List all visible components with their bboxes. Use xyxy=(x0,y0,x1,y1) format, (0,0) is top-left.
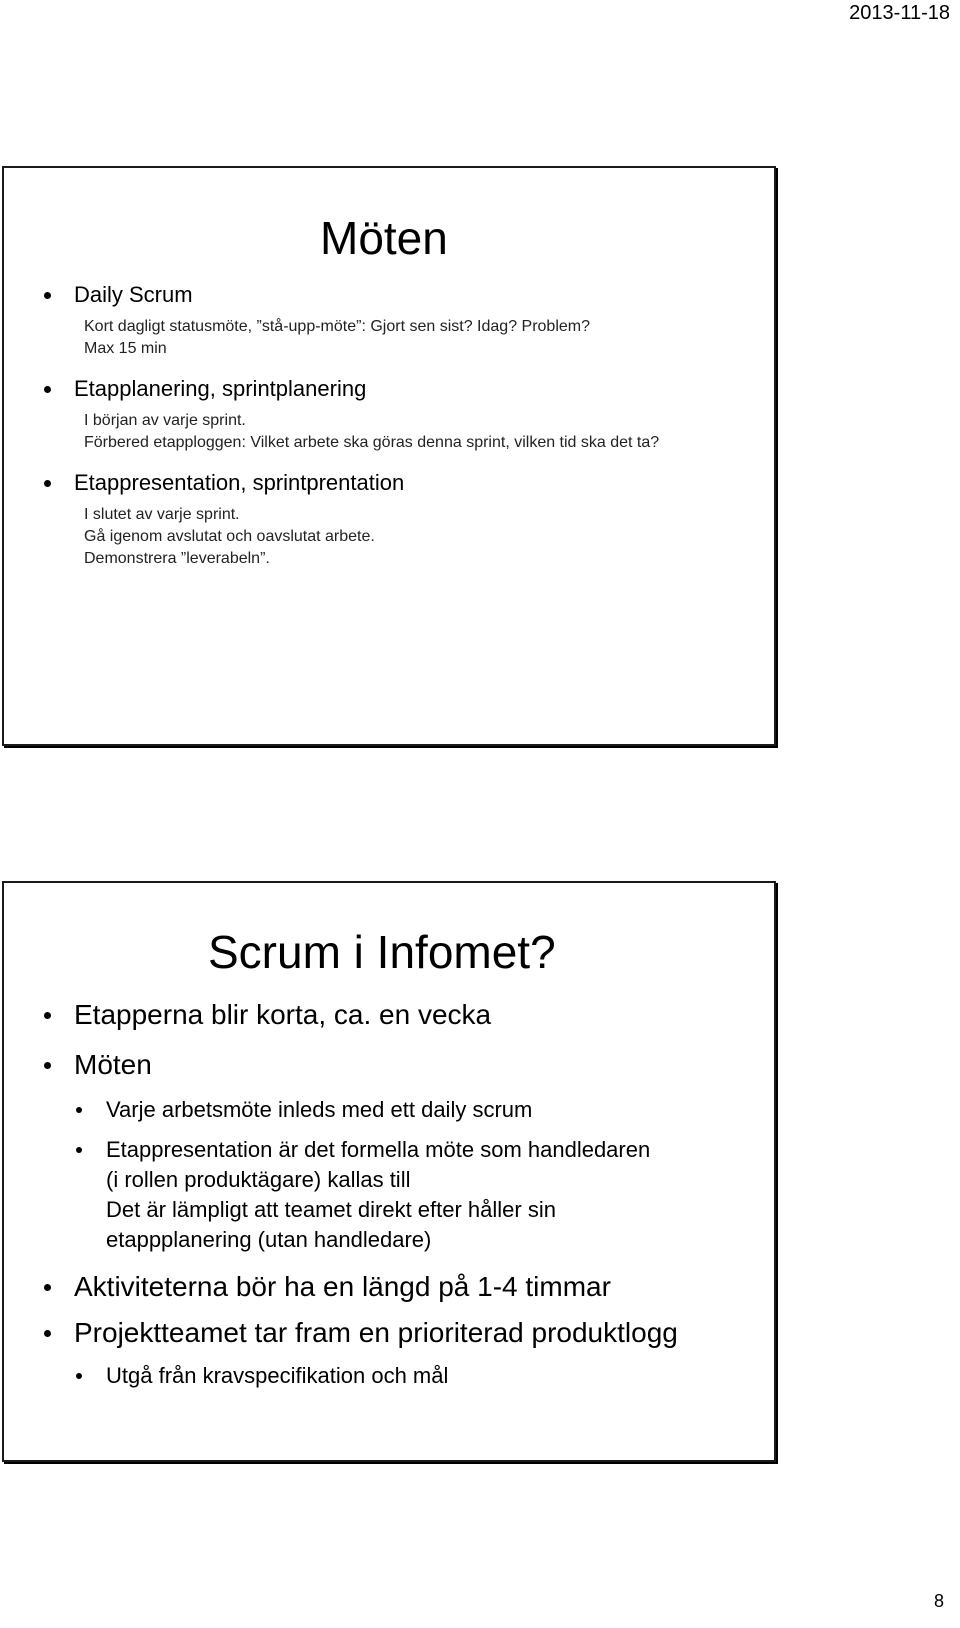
page-number: 8 xyxy=(933,1591,944,1611)
slide-title: Möten xyxy=(320,212,448,264)
list-item xyxy=(4,468,774,570)
bullet-dot-icon xyxy=(44,1062,51,1069)
detail-line: Gå igenom avslutat och oavslutat arbete. xyxy=(84,528,375,545)
slide-moten xyxy=(2,166,776,746)
detail-line: I slutet av varje sprint. xyxy=(84,506,240,523)
bullet-dot-icon xyxy=(76,1373,82,1379)
bullet-label: Projektteamet tar fram en prioriterad produktlogg xyxy=(74,1317,678,1348)
sub-bullet-line: etappplanering (utan handledare) xyxy=(106,1227,432,1252)
detail-line: Max 15 min xyxy=(84,340,167,357)
slide-title: Scrum i Infomet? xyxy=(208,926,556,978)
sub-bullet-line: Etappresentation är det formella möte som handledaren xyxy=(106,1137,651,1162)
sub-bullet-line: Utgå från kravspecifikation och mål xyxy=(106,1363,449,1388)
detail-line: Förbered etapploggen: Vilket arbete ska göras denna sprint, vilken tid ska det ta? xyxy=(84,434,660,451)
bullet-label: Etappresentation, sprintprentation xyxy=(74,470,405,495)
list-item xyxy=(4,280,774,360)
bullet-item xyxy=(4,468,774,498)
detail-line: Demonstrera ”leverabeln”. xyxy=(84,550,270,567)
bullet-dot-icon xyxy=(76,1147,82,1153)
bullet-label: Möten xyxy=(74,1049,152,1080)
bullet-item xyxy=(4,997,774,1033)
bullet-label: Aktiviteterna bör ha en längd på 1-4 timmar xyxy=(74,1271,611,1302)
bullet-dot-icon xyxy=(44,292,51,299)
bullet-dot-icon xyxy=(44,1330,51,1337)
bullet-dot-icon xyxy=(44,480,51,487)
sub-bullet-line: (i rollen produktägare) kallas till xyxy=(106,1167,411,1192)
sub-bullet-line: Det är lämpligt att teamet direkt efter håller sin xyxy=(106,1197,556,1222)
bullet-item xyxy=(4,1269,774,1305)
bullet-item xyxy=(4,280,774,310)
slide-scrum-i-infomet xyxy=(2,881,776,1462)
bullet-dot-icon xyxy=(44,1284,51,1291)
bullet-dot-icon xyxy=(76,1107,82,1113)
sub-bullet-item xyxy=(4,1135,774,1255)
header-date: 2013-11-18 xyxy=(849,2,950,24)
bullet-item xyxy=(4,374,774,404)
slide-content xyxy=(4,280,774,584)
slide-content xyxy=(4,997,774,1391)
detail-line: I början av varje sprint. xyxy=(84,412,246,429)
detail-line: Kort dagligt statusmöte, ”stå-upp-möte”: Gjort sen sist? Idag? Problem? xyxy=(84,318,591,335)
bullet-item xyxy=(4,1315,774,1351)
bullet-dot-icon xyxy=(44,386,51,393)
sub-bullet-item xyxy=(4,1361,774,1391)
bullet-label: Etapperna blir korta, ca. en vecka xyxy=(74,999,492,1030)
list-item xyxy=(4,374,774,454)
bullet-label: Etapplanering, sprintplanering xyxy=(74,376,367,401)
bullet-item xyxy=(4,1047,774,1083)
bullet-dot-icon xyxy=(44,1012,51,1019)
sub-bullet-line: Varje arbetsmöte inleds med ett daily scrum xyxy=(106,1097,533,1122)
sub-bullet-item xyxy=(4,1095,774,1125)
bullet-label: Daily Scrum xyxy=(74,282,193,307)
